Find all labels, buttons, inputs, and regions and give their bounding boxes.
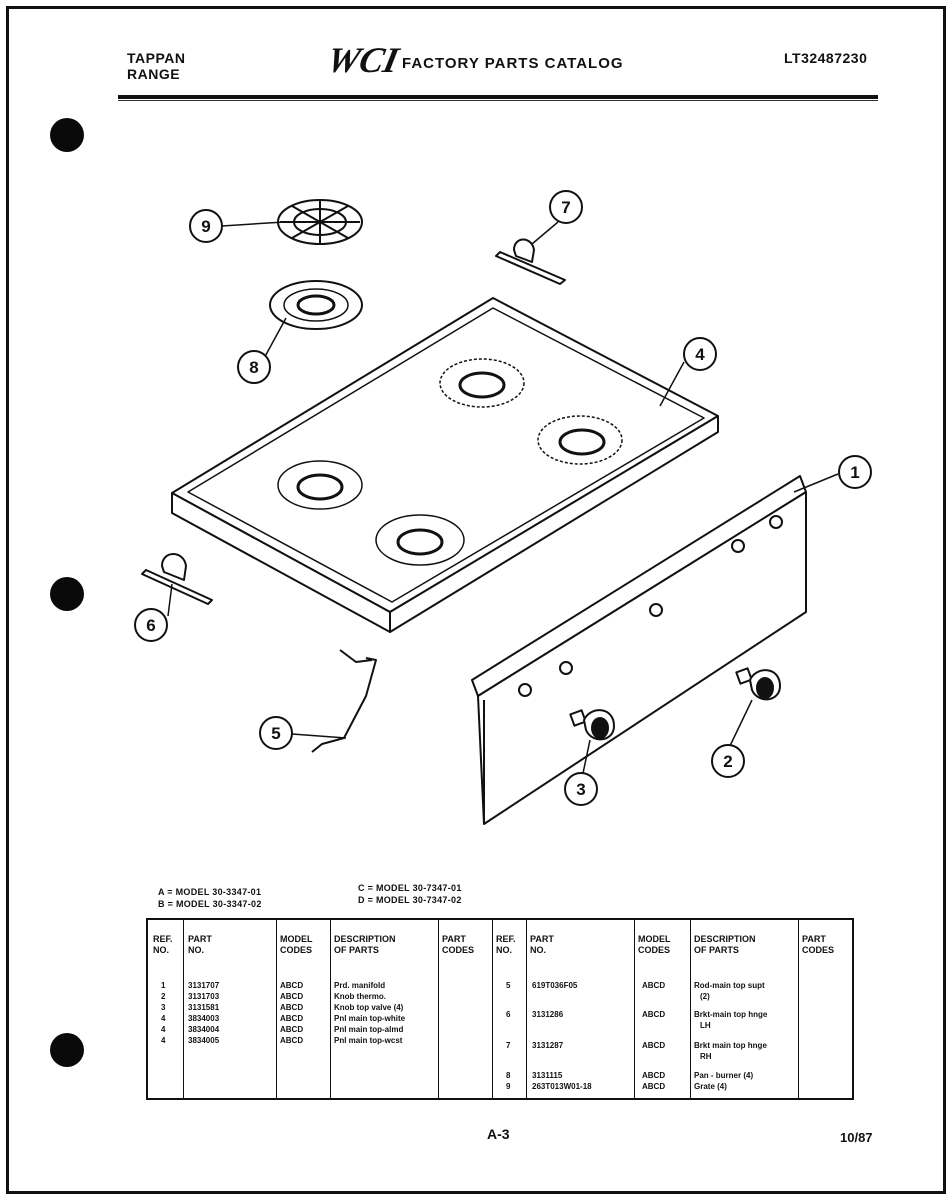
table-row-right-2-part: 3131286 [532,1010,564,1019]
header-model-left: MODEL CODES [280,934,313,955]
table-row-left-6-desc: Pnl main top-wcst [334,1036,403,1045]
model-legend-right [358,882,462,906]
table-row-right-4-model: ABCD [642,1071,666,1080]
table-row-right-1-ref: 5 [506,981,511,990]
header-ref-left: REF. NO. [153,934,173,955]
table-row-left-3-part: 3131581 [188,1003,220,1012]
table-row-left-6-model: ABCD [280,1036,304,1045]
callout-7: 7 [561,198,571,217]
hinge-bracket-rh [496,240,565,285]
header-ref-right: REF. NO. [496,934,516,955]
table-row-right-3-part: 3131287 [532,1041,564,1050]
table-row-left-1-desc: Prd. manifold [334,981,386,990]
table-row-right-5-desc: Grate (4) [694,1082,727,1091]
table-row-left-4-ref: 4 [161,1014,166,1023]
table-row-right-2-model: ABCD [642,1010,666,1019]
table-row-left-2-ref: 2 [161,992,166,1001]
table-row-left-4-part: 3834003 [188,1014,220,1023]
table-row-left-2-model: ABCD [280,992,304,1001]
header-model-right: MODEL CODES [638,934,671,955]
header-desc-right: DESCRIPTION OF PARTS [694,934,756,955]
table-row-right-1-desc: Rod-main top supt (2) [694,981,765,1001]
callout-4: 4 [695,345,705,364]
model-d: D = MODEL 30-7347-02 [358,895,462,905]
table-row-left-3-desc: Knob top valve (4) [334,1003,404,1012]
header-part-right: PART NO. [530,934,554,955]
table-row-left-2-part: 3131703 [188,992,220,1001]
brand-line-1: TAPPAN [127,50,186,66]
catalog-number: LT32487230 [784,50,868,66]
callout-6: 6 [146,616,156,635]
table-row-left-1-part: 3131707 [188,981,220,990]
table-row-right-2-ref: 6 [506,1010,511,1019]
model-b: B = MODEL 30-3347-02 [158,899,262,909]
catalog-title: FACTORY PARTS CATALOG [402,55,624,72]
callout-2: 2 [723,752,733,771]
table-row-left-5-desc: Pnl main top-almd [334,1025,404,1034]
wci-logo-text: WCI [323,40,403,80]
hinge-bracket-lh [142,554,212,604]
callout-8: 8 [249,358,259,377]
table-row-left-3-model: ABCD [280,1003,304,1012]
table-row-right-5-ref: 9 [506,1082,511,1091]
model-c: C = MODEL 30-7347-01 [358,883,462,893]
page-number: A-3 [487,1126,510,1142]
table-row-right-3-model: ABCD [642,1041,666,1050]
table-row-left-2-desc: Knob thermo. [334,992,386,1001]
knob-thermostat [736,668,780,699]
model-legend-left [158,886,262,910]
table-row-right-1-part: 619T036F05 [532,981,578,990]
table-row-right-3-ref: 7 [506,1041,511,1050]
table-row-right-5-model: ABCD [642,1082,666,1091]
callout-3: 3 [576,780,586,799]
table-row-left-3-ref: 3 [161,1003,166,1012]
table-row-left-6-part: 3834005 [188,1036,220,1045]
table-row-right-4-ref: 8 [506,1071,511,1080]
callout-5: 5 [271,724,281,743]
table-row-left-4-desc: Pnl main top-white [334,1014,406,1023]
table-row-right-4-part: 3131115 [532,1071,563,1080]
binder-hole-bottom [50,1033,84,1067]
header-part-left: PART NO. [188,934,212,955]
table-row-right-4-desc: Pan - burner (4) [694,1071,754,1080]
model-a: A = MODEL 30-3347-01 [158,887,262,897]
revision-date: 10/87 [840,1130,873,1145]
table-row-right-1-model: ABCD [642,981,666,990]
table-row-left-5-part: 3834004 [188,1025,220,1034]
table-row-left-1-ref: 1 [161,981,166,990]
callout-9: 9 [201,217,211,236]
header-desc-left: DESCRIPTION OF PARTS [334,934,396,955]
callout-1: 1 [850,463,860,482]
table-row-left-5-model: ABCD [280,1025,304,1034]
brand-line-2: RANGE [127,66,181,82]
header-partcodes-left: PART CODES [442,934,475,955]
table-row-left-1-model: ABCD [280,981,304,990]
header-partcodes-right: PART CODES [802,934,835,955]
table-row-left-5-ref: 4 [161,1025,166,1034]
burner-grate [278,200,362,244]
table-row-right-5-part: 263T013W01-18 [532,1082,592,1091]
table-row-right-2-desc: Brkt-main top hnge LH [694,1010,768,1030]
parts-table [146,918,854,1100]
table-row-left-6-ref: 4 [161,1036,166,1045]
table-row-left-4-model: ABCD [280,1014,304,1023]
table-row-right-3-desc: Brkt main top hnge RH [694,1041,767,1061]
